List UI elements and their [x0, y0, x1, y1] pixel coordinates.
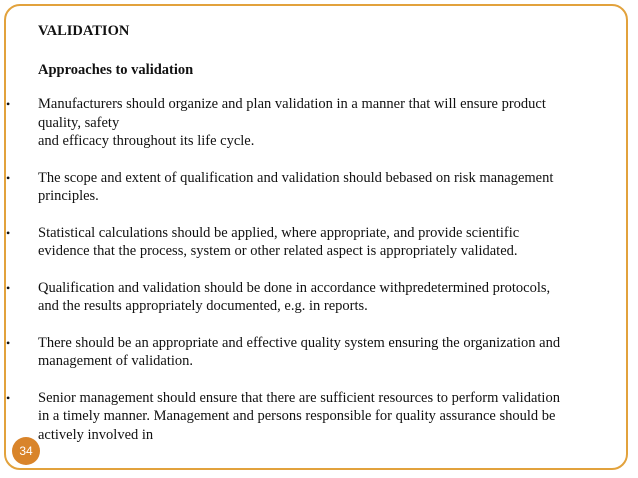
bullet-line: management of validation.	[38, 353, 194, 369]
bullet-line: There should be an appropriate and effective quality system ensuring the organization and	[38, 334, 561, 351]
page-number-badge: 34	[12, 437, 40, 465]
bullet-item-1	[0, 95, 618, 151]
bullet-marker: •	[6, 97, 11, 111]
bullet-marker: •	[6, 170, 11, 185]
slide-subtitle: Approaches to validation	[38, 62, 194, 78]
bullet-marker: •	[6, 280, 11, 295]
bullet-marker: •	[6, 390, 11, 405]
bullet-line: and the results appropriately documented, e.g. in reports.	[38, 298, 368, 314]
bullet-item-5	[0, 334, 618, 371]
bullet-line: Manufacturers should organize and plan validation in a manner that will ensure product	[38, 96, 546, 112]
bullet-line: principles.	[38, 188, 99, 204]
bullet-item-6	[0, 389, 618, 445]
bullet-item-4	[0, 279, 618, 316]
bullet-line: and efficacy throughout its life cycle.	[38, 133, 255, 149]
bullet-line: evidence that the process, system or other related aspect is appropriately validated.	[38, 243, 518, 259]
bullet-line: actively involved in	[38, 426, 154, 443]
bullet-marker: •	[6, 335, 11, 350]
bullet-marker: •	[6, 225, 11, 240]
bullet-item-3	[0, 224, 618, 261]
bullet-line: The scope and extent of qualification and validation should bebased on risk management	[38, 169, 554, 186]
bullet-line: in a timely manner. Management and persons responsible for quality assurance should be	[38, 408, 556, 424]
bullet-line: Qualification and validation should be done in accordance withpredetermined protocols,	[38, 279, 551, 296]
bullet-line: quality, safety	[38, 114, 120, 131]
bullet-line: Senior management should ensure that there are sufficient resources to perform validation	[38, 389, 560, 406]
bullet-line: Statistical calculations should be applied, where appropriate, and provide scientific	[38, 224, 520, 241]
slide-title: VALIDATION	[38, 23, 130, 39]
bullet-list	[0, 95, 638, 462]
bullet-item-2	[0, 169, 618, 206]
